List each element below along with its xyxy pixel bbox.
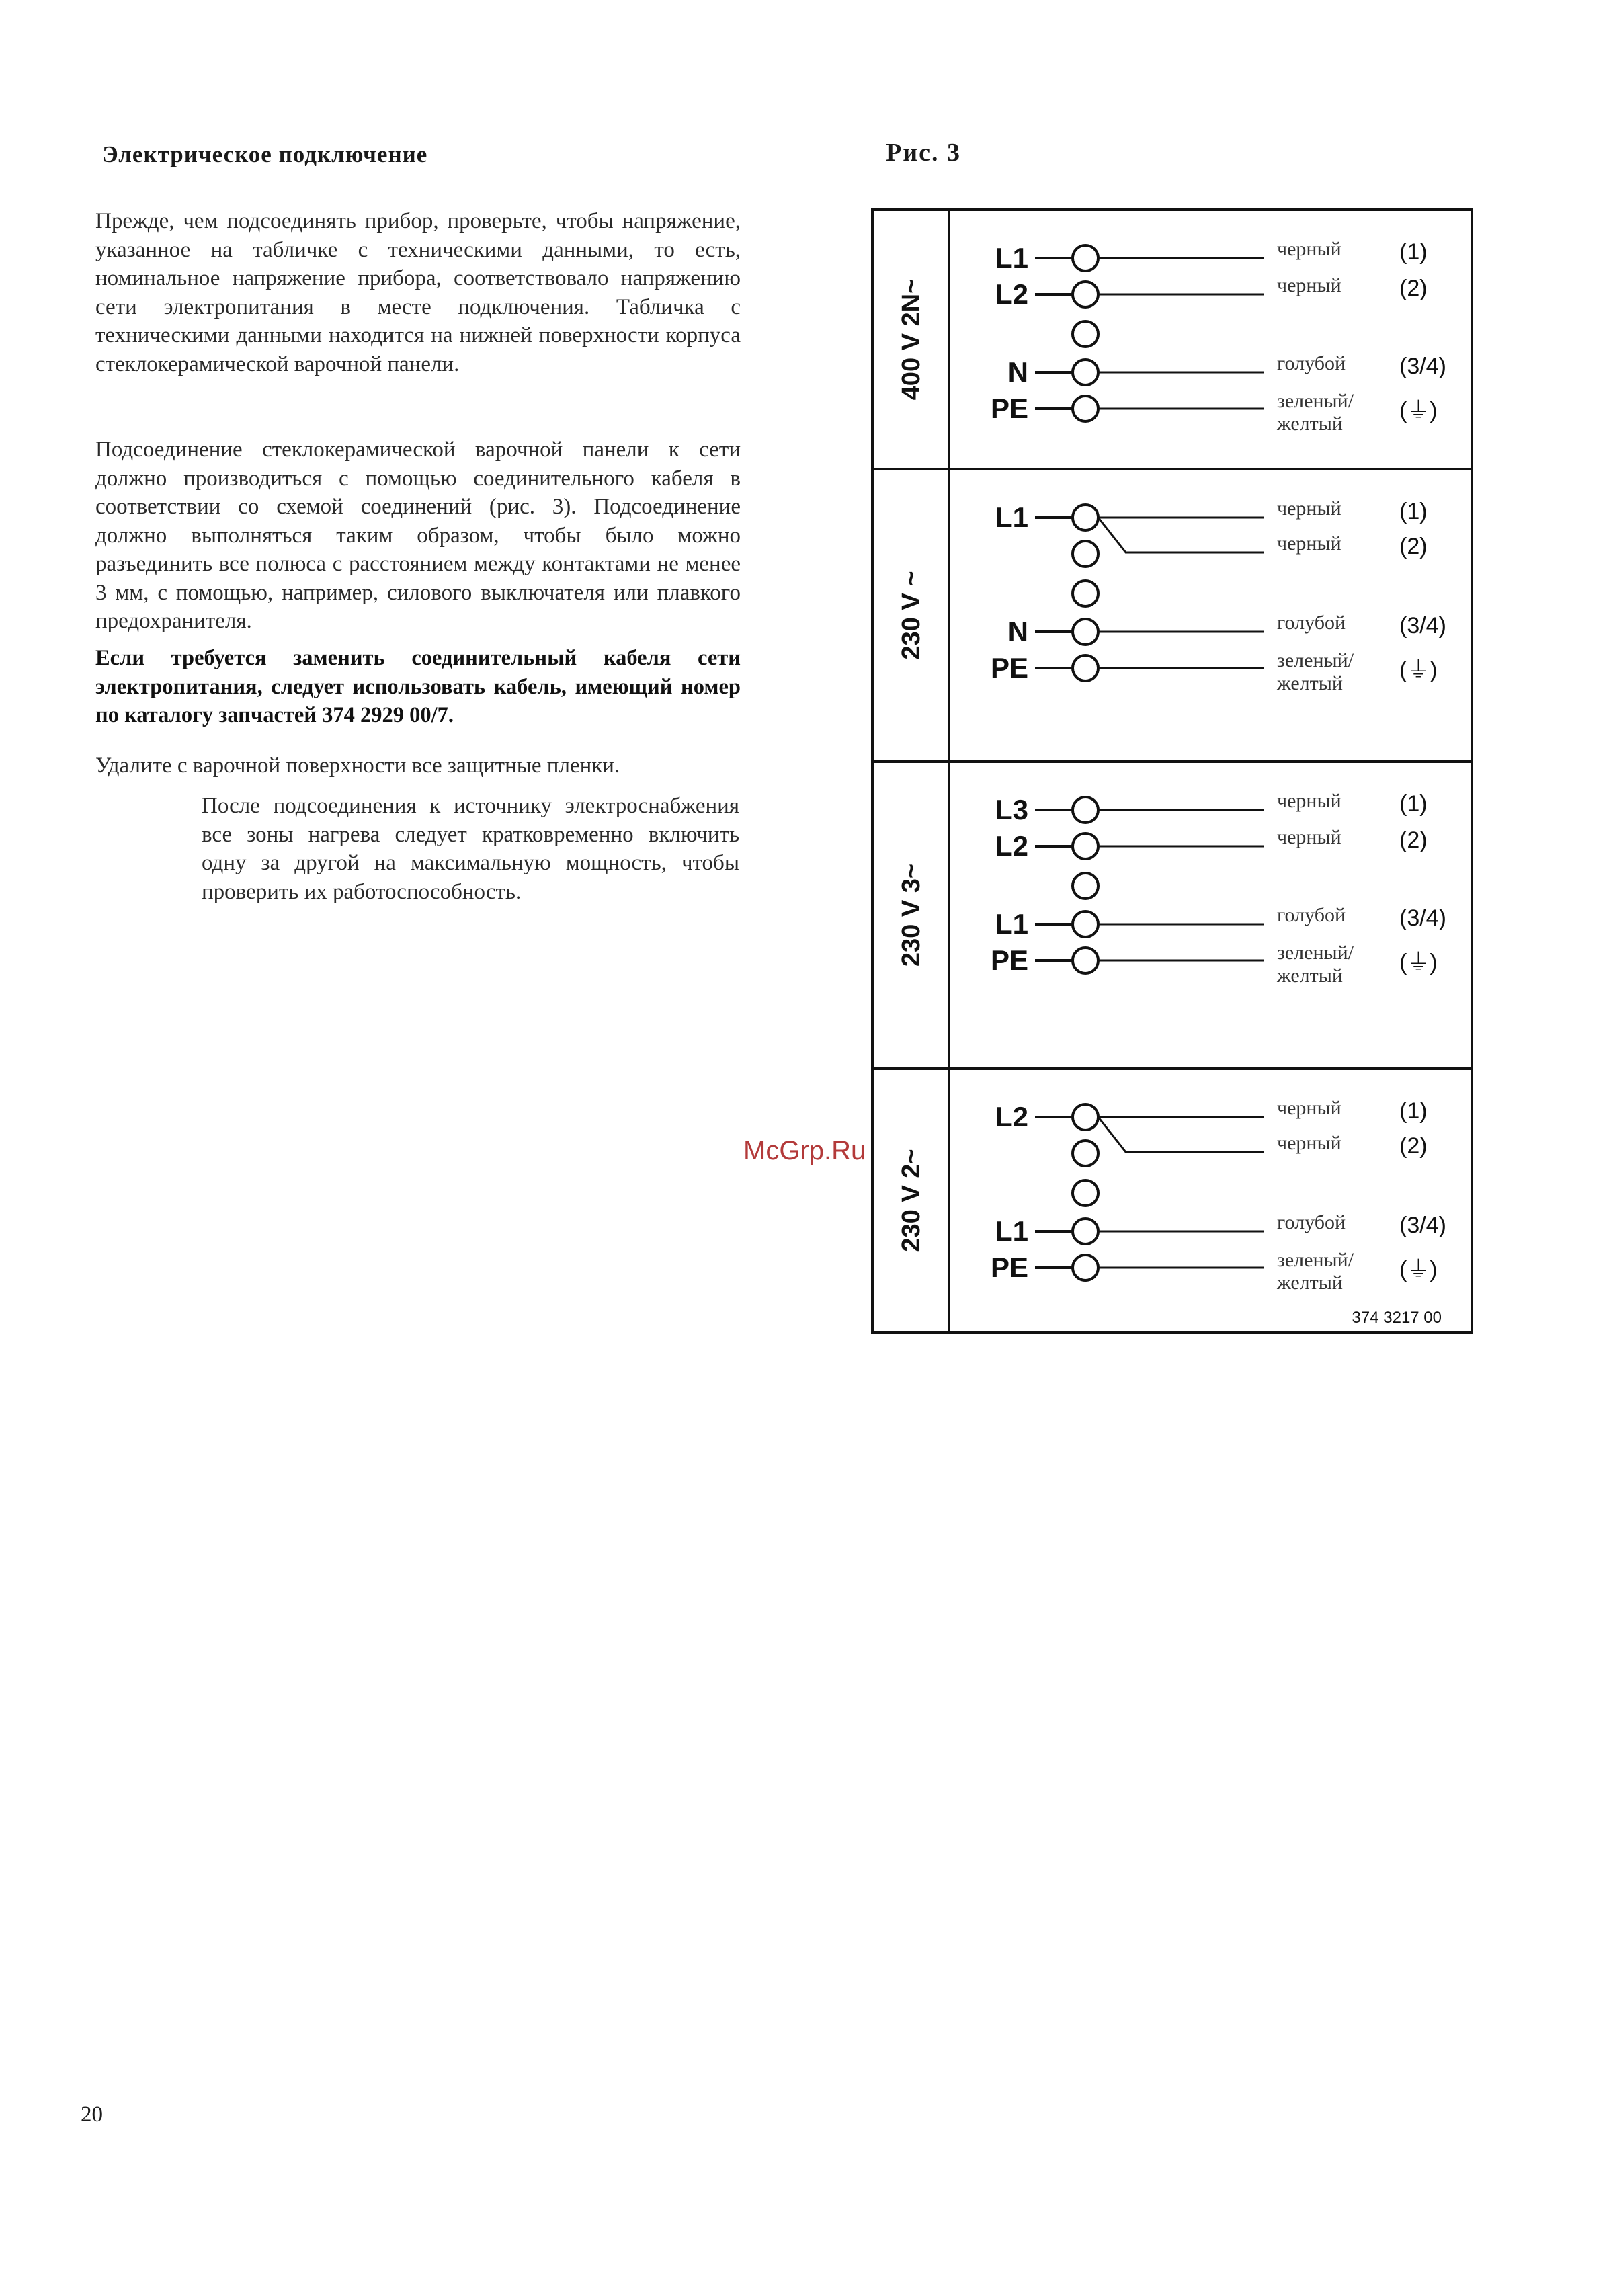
watermark: McGrp.Ru [743,1136,866,1165]
voltage-label: 230 V ~ [897,571,926,660]
wire-color-label: желтый [1277,413,1343,435]
wire-color-label: желтый [1277,965,1343,987]
wire-color-label: черный [1277,790,1341,812]
terminal-circle [1073,282,1098,307]
ground-symbol: (⏚) [1399,1257,1438,1282]
terminal-circle [1073,797,1098,823]
ground-symbol: (⏚) [1399,398,1438,423]
terminal-circle [1073,360,1098,385]
terminal-label: L1 [995,1215,1028,1247]
terminal-label: L3 [995,794,1028,825]
terminal-circle [1073,541,1098,567]
voltage-label: 230 V 2~ [897,1149,926,1252]
wire-color-label: зеленый/ [1277,649,1354,671]
wire-number: (2) [1399,1133,1428,1159]
paragraph-voltage-check: Прежде, чем подсоединять прибор, проверьте, чтобы напряжение, указанное на табличке с техническими данными, то есть, номинальное напряжение прибора, соответствовало напряжению сети электропитания в месте подключения. Табличка с техническими данными находится на нижней поверхности корпуса стеклокерамической варочной панели. [95,209,741,376]
wire-bridge [1098,1117,1264,1152]
wire-number: (3/4) [1399,354,1446,379]
terminal-circle [1073,245,1098,271]
terminal-label: L1 [995,501,1028,533]
terminal-circle [1073,833,1098,859]
terminal-circle [1073,873,1098,899]
wire-color-label: зеленый/ [1277,1249,1354,1271]
wire-number: (2) [1399,534,1428,559]
wire-color-label: голубой [1277,612,1346,634]
wire-color-label: черный [1277,274,1341,296]
terminal-circle [1073,1255,1098,1280]
wire-color-label: желтый [1277,1272,1343,1294]
terminal-circle [1073,1104,1098,1130]
wire-bridge [1098,518,1264,552]
wire-color-label: черный [1277,532,1341,555]
terminal-circle [1073,948,1098,973]
terminal-circle [1073,655,1098,681]
wire-color-label: черный [1277,826,1341,848]
wire-number: (1) [1399,1098,1428,1124]
wire-color-label: зеленый/ [1277,942,1354,964]
paragraph-test-zones: После подсоединения к источнику электроснабжения все зоны нагрева следует кратковременно включить одну за другой на максимальную мощность, чтобы проверить их работоспособность. [202,794,739,904]
terminal-label: L2 [995,830,1028,862]
terminal-circle [1073,1219,1098,1244]
wire-color-label: черный [1277,238,1341,260]
terminal-label: L2 [995,1101,1028,1133]
wire-number: (1) [1399,791,1428,817]
voltage-label: 400 V 2N~ [897,278,926,401]
terminal-label: PE [990,652,1028,684]
section-heading: Электрическое подключение [102,141,428,167]
wire-number: (2) [1399,827,1428,853]
terminal-circle [1073,1141,1098,1166]
terminal-label: PE [990,944,1028,976]
terminal-label: L1 [995,908,1028,940]
ground-symbol: (⏚) [1399,950,1438,975]
wire-color-label: зеленый/ [1277,390,1354,412]
terminal-circle [1073,911,1098,937]
wire-number: (1) [1399,499,1428,524]
wire-number: (2) [1399,276,1428,301]
wire-number: (3/4) [1399,905,1446,931]
terminal-label: L1 [995,242,1028,274]
page-number: 20 [81,2102,103,2127]
paragraph-remove-films: Удалите с варочной поверхности все защитные пленки. [95,753,620,778]
wire-color-label: голубой [1277,1211,1346,1233]
figure-title: Рис. 3 [886,138,961,167]
paragraph-cable-replacement: Если требуется заменить соединительный кабеля сети электропитания, следует использовать кабель, имеющий номер по каталогу запчастей 374 2929 00/7. [95,646,741,727]
terminal-circle [1073,505,1098,530]
terminal-circle [1073,321,1098,347]
wire-color-label: желтый [1277,672,1343,694]
terminal-circle [1073,1180,1098,1206]
wire-number: (1) [1399,239,1428,265]
terminal-label: N [1007,356,1028,388]
terminal-label: PE [990,393,1028,424]
wire-color-label: голубой [1277,904,1346,926]
terminal-circle [1073,396,1098,421]
terminal-label: L2 [995,278,1028,310]
paragraph-connection: Подсоединение стеклокерамической варочной панели к сети должно производиться с помощью соединительного кабеля в соответствии со схемой соединений (рис. 3). Подсоединение должно выполняться таким образом, чтобы было можно разъединить все полюса с расстоянием между контактами не менее 3 мм, с помощью, например, силового выключателя или плавкого предохранителя. [95,438,741,633]
wire-number: (3/4) [1399,613,1446,639]
terminal-circle [1073,581,1098,606]
wire-color-label: голубой [1277,352,1346,374]
voltage-label: 230 V 3~ [897,863,926,967]
wire-color-label: черный [1277,1132,1341,1154]
terminal-circle [1073,619,1098,645]
diagram-frame [872,210,1472,1332]
ground-symbol: (⏚) [1399,657,1438,683]
terminal-label: PE [990,1252,1028,1283]
wire-color-label: черный [1277,1097,1341,1119]
terminal-label: N [1007,616,1028,647]
wire-number: (3/4) [1399,1213,1446,1238]
diagram-code: 374 3217 00 [1352,1309,1442,1327]
wire-color-label: черный [1277,497,1341,520]
